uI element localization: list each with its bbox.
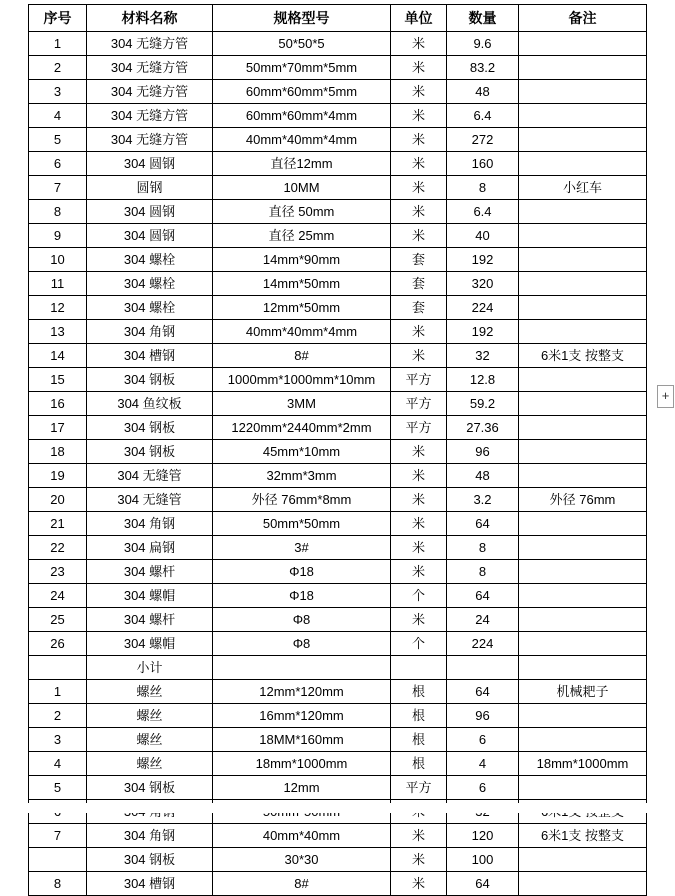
cell-material-name[interactable]: 304 扁钢	[87, 536, 213, 560]
cell-material-name[interactable]: 304 螺栓	[87, 296, 213, 320]
column-header-unit: 单位	[391, 5, 447, 32]
cell-unit[interactable]: 根	[391, 752, 447, 776]
cell-unit[interactable]: 平方	[391, 416, 447, 440]
cell-unit[interactable]: 米	[391, 824, 447, 848]
table-header	[29, 5, 647, 32]
cell-unit[interactable]: 米	[391, 320, 447, 344]
cell-quantity[interactable]: 9.6	[447, 32, 519, 56]
cell-specification[interactable]: 12mm	[213, 776, 391, 800]
table-row[interactable]	[29, 752, 647, 776]
cell-index[interactable]: 10	[29, 248, 87, 272]
cell-material-name[interactable]: 螺丝	[87, 680, 213, 704]
cell-quantity[interactable]	[447, 656, 519, 680]
cell-quantity[interactable]: 6.4	[447, 104, 519, 128]
cell-specification[interactable]: 1220mm*2440mm*2mm	[213, 416, 391, 440]
cell-specification[interactable]: Φ8	[213, 608, 391, 632]
cell-unit[interactable]: 套	[391, 272, 447, 296]
cell-remark[interactable]	[519, 728, 647, 752]
cell-specification[interactable]: 18mm*1000mm	[213, 752, 391, 776]
cell-remark[interactable]	[519, 224, 647, 248]
cell-material-name[interactable]: 304 无缝方管	[87, 56, 213, 80]
cell-unit[interactable]: 米	[391, 104, 447, 128]
cell-index[interactable]: 7	[29, 824, 87, 848]
table-row[interactable]	[29, 512, 647, 536]
cell-specification[interactable]: 40mm*40mm	[213, 824, 391, 848]
cell-unit[interactable]: 米	[391, 152, 447, 176]
cell-remark[interactable]: 6米1支 按整支	[519, 824, 647, 848]
cell-specification[interactable]: Φ18	[213, 584, 391, 608]
cell-unit[interactable]: 米	[391, 872, 447, 896]
cell-index[interactable]: 4	[29, 752, 87, 776]
cell-quantity[interactable]: 3.2	[447, 488, 519, 512]
cell-material-name[interactable]: 304 无缝管	[87, 464, 213, 488]
cell-unit[interactable]: 米	[391, 488, 447, 512]
table-row[interactable]	[29, 728, 647, 752]
cell-remark[interactable]	[519, 272, 647, 296]
cell-remark[interactable]: 机械耙子	[519, 680, 647, 704]
cell-index[interactable]: 7	[29, 176, 87, 200]
cell-specification[interactable]: 45mm*10mm	[213, 440, 391, 464]
cell-unit[interactable]: 米	[391, 224, 447, 248]
cell-remark[interactable]	[519, 872, 647, 896]
table-row[interactable]	[29, 848, 647, 872]
table-row[interactable]	[29, 488, 647, 512]
cell-remark[interactable]	[519, 512, 647, 536]
cell-quantity[interactable]: 6.4	[447, 200, 519, 224]
cell-quantity[interactable]: 192	[447, 248, 519, 272]
cell-index[interactable]	[29, 848, 87, 872]
cell-remark[interactable]	[519, 464, 647, 488]
cell-material-name[interactable]: 304 槽钢	[87, 344, 213, 368]
table-row[interactable]	[29, 776, 647, 800]
table-row[interactable]	[29, 632, 647, 656]
cell-quantity[interactable]: 224	[447, 632, 519, 656]
cell-unit[interactable]: 米	[391, 128, 447, 152]
cell-quantity[interactable]: 272	[447, 128, 519, 152]
cell-specification[interactable]: 12mm*50mm	[213, 296, 391, 320]
cell-remark[interactable]	[519, 392, 647, 416]
cell-specification[interactable]: 10MM	[213, 176, 391, 200]
subtotal-row[interactable]	[29, 656, 647, 680]
cell-unit[interactable]: 米	[391, 560, 447, 584]
cell-material-name[interactable]: 304 钢板	[87, 368, 213, 392]
cell-quantity[interactable]: 192	[447, 320, 519, 344]
cell-index[interactable]: 13	[29, 320, 87, 344]
cell-index[interactable]: 21	[29, 512, 87, 536]
cell-specification[interactable]: 16mm*120mm	[213, 704, 391, 728]
cell-quantity[interactable]: 12.8	[447, 368, 519, 392]
cell-remark[interactable]	[519, 320, 647, 344]
cell-index[interactable]: 3	[29, 728, 87, 752]
cell-index[interactable]: 9	[29, 224, 87, 248]
cell-material-name[interactable]: 304 无缝方管	[87, 80, 213, 104]
table-row[interactable]	[29, 608, 647, 632]
cell-specification[interactable]: 3MM	[213, 392, 391, 416]
cell-index[interactable]: 1	[29, 32, 87, 56]
column-header-remark: 备注	[519, 5, 647, 32]
cell-remark[interactable]	[519, 584, 647, 608]
cell-index[interactable]: 3	[29, 80, 87, 104]
cell-unit[interactable]: 根	[391, 680, 447, 704]
cell-index[interactable]: 2	[29, 704, 87, 728]
table-row[interactable]	[29, 368, 647, 392]
cell-material-name[interactable]: 304 螺栓	[87, 248, 213, 272]
cell-material-name[interactable]: 304 鱼纹板	[87, 392, 213, 416]
cell-specification[interactable]: 18MM*160mm	[213, 728, 391, 752]
cell-index[interactable]: 24	[29, 584, 87, 608]
cell-index[interactable]: 5	[29, 128, 87, 152]
cell-quantity[interactable]: 6	[447, 776, 519, 800]
cell-material-name[interactable]: 304 螺杆	[87, 560, 213, 584]
cell-unit[interactable]: 米	[391, 56, 447, 80]
cell-unit[interactable]: 平方	[391, 776, 447, 800]
table-row[interactable]	[29, 80, 647, 104]
cell-remark[interactable]	[519, 368, 647, 392]
cell-quantity[interactable]: 96	[447, 440, 519, 464]
cell-quantity[interactable]: 64	[447, 872, 519, 896]
column-header-index: 序号	[29, 5, 87, 32]
cell-unit[interactable]: 米	[391, 608, 447, 632]
cell-material-name[interactable]: 圆钢	[87, 176, 213, 200]
table-row[interactable]	[29, 536, 647, 560]
cell-material-name[interactable]: 304 无缝方管	[87, 32, 213, 56]
cell-quantity[interactable]: 120	[447, 824, 519, 848]
cell-quantity[interactable]: 96	[447, 704, 519, 728]
cell-remark[interactable]	[519, 632, 647, 656]
cell-specification[interactable]: 8#	[213, 872, 391, 896]
cell-index[interactable]: 1	[29, 680, 87, 704]
cell-unit[interactable]	[391, 656, 447, 680]
cell-unit[interactable]: 米	[391, 512, 447, 536]
table-header-row	[29, 5, 647, 32]
cell-specification[interactable]	[213, 656, 391, 680]
column-header-specification: 规格型号	[213, 5, 391, 32]
cell-remark[interactable]	[519, 32, 647, 56]
cell-material-name[interactable]: 304 螺帽	[87, 632, 213, 656]
cell-index[interactable]: 18	[29, 440, 87, 464]
table-row[interactable]	[29, 344, 647, 368]
cell-material-name[interactable]: 304 无缝方管	[87, 128, 213, 152]
cell-material-name[interactable]: 304 钢板	[87, 440, 213, 464]
table-row[interactable]	[29, 32, 647, 56]
cell-material-name[interactable]: 304 圆钢	[87, 152, 213, 176]
cell-index[interactable]: 8	[29, 872, 87, 896]
material-table	[28, 4, 647, 896]
cell-unit[interactable]: 个	[391, 632, 447, 656]
cell-index[interactable]: 23	[29, 560, 87, 584]
cell-material-name[interactable]: 304 钢板	[87, 776, 213, 800]
page-bottom-edge	[0, 803, 675, 813]
table-row[interactable]	[29, 416, 647, 440]
cell-remark[interactable]	[519, 56, 647, 80]
cell-index[interactable]: 19	[29, 464, 87, 488]
table-row[interactable]	[29, 704, 647, 728]
cell-specification[interactable]: 直径12mm	[213, 152, 391, 176]
cell-index[interactable]: 4	[29, 104, 87, 128]
cell-index[interactable]: 6	[29, 152, 87, 176]
cell-quantity[interactable]: 8	[447, 176, 519, 200]
cell-material-name[interactable]: 304 圆钢	[87, 224, 213, 248]
cell-specification[interactable]: 14mm*90mm	[213, 248, 391, 272]
cell-quantity[interactable]: 32	[447, 344, 519, 368]
table-row[interactable]	[29, 104, 647, 128]
cell-material-name[interactable]: 螺丝	[87, 704, 213, 728]
cell-specification[interactable]: 50mm*70mm*5mm	[213, 56, 391, 80]
cell-specification[interactable]: 50mm*50mm	[213, 512, 391, 536]
column-header-material-name: 材料名称	[87, 5, 213, 32]
table-row[interactable]	[29, 56, 647, 80]
cell-specification[interactable]: Φ8	[213, 632, 391, 656]
cell-remark[interactable]	[519, 560, 647, 584]
cell-remark[interactable]	[519, 104, 647, 128]
cell-index[interactable]: 26	[29, 632, 87, 656]
cell-specification[interactable]: 50*50*5	[213, 32, 391, 56]
cell-quantity[interactable]: 6	[447, 728, 519, 752]
cell-material-name[interactable]: 304 角钢	[87, 320, 213, 344]
cell-remark[interactable]	[519, 776, 647, 800]
cell-unit[interactable]: 米	[391, 464, 447, 488]
cell-quantity[interactable]: 83.2	[447, 56, 519, 80]
cell-unit[interactable]: 套	[391, 248, 447, 272]
cell-unit[interactable]: 个	[391, 584, 447, 608]
table-row[interactable]	[29, 200, 647, 224]
cell-remark[interactable]	[519, 128, 647, 152]
cell-quantity[interactable]: 64	[447, 512, 519, 536]
cell-material-name[interactable]: 304 角钢	[87, 824, 213, 848]
cell-remark[interactable]	[519, 608, 647, 632]
cell-quantity[interactable]: 48	[447, 80, 519, 104]
cell-index[interactable]: 25	[29, 608, 87, 632]
table-row[interactable]	[29, 224, 647, 248]
cell-remark[interactable]	[519, 656, 647, 680]
cell-unit[interactable]: 米	[391, 440, 447, 464]
cell-index[interactable]: 2	[29, 56, 87, 80]
cell-remark[interactable]	[519, 80, 647, 104]
cell-remark[interactable]: 6米1支 按整支	[519, 344, 647, 368]
table-row[interactable]	[29, 272, 647, 296]
cell-remark[interactable]: 外径 76mm	[519, 488, 647, 512]
cell-quantity[interactable]: 320	[447, 272, 519, 296]
cell-quantity[interactable]: 24	[447, 608, 519, 632]
cell-quantity[interactable]: 64	[447, 680, 519, 704]
cell-material-name[interactable]: 304 钢板	[87, 416, 213, 440]
cell-remark[interactable]	[519, 152, 647, 176]
table-row[interactable]	[29, 392, 647, 416]
cell-quantity[interactable]: 48	[447, 464, 519, 488]
cell-unit[interactable]: 米	[391, 536, 447, 560]
table-row[interactable]	[29, 872, 647, 896]
cell-index[interactable]: 8	[29, 200, 87, 224]
cell-unit[interactable]: 套	[391, 296, 447, 320]
cell-quantity[interactable]: 59.2	[447, 392, 519, 416]
table-row[interactable]	[29, 584, 647, 608]
cell-specification[interactable]: 30*30	[213, 848, 391, 872]
cell-material-name[interactable]: 304 螺帽	[87, 584, 213, 608]
cell-index[interactable]: 17	[29, 416, 87, 440]
cell-material-name[interactable]: 304 槽钢	[87, 872, 213, 896]
table-row[interactable]	[29, 152, 647, 176]
cell-remark[interactable]: 18mm*1000mm	[519, 752, 647, 776]
cell-subtotal-label[interactable]: 小计	[87, 656, 213, 680]
cell-index[interactable]: 12	[29, 296, 87, 320]
cell-index[interactable]: 14	[29, 344, 87, 368]
cell-material-name[interactable]: 螺丝	[87, 752, 213, 776]
cell-specification[interactable]: 60mm*60mm*4mm	[213, 104, 391, 128]
cell-index[interactable]: 11	[29, 272, 87, 296]
cell-material-name[interactable]: 304 钢板	[87, 848, 213, 872]
table-row[interactable]	[29, 320, 647, 344]
cell-material-name[interactable]: 螺丝	[87, 728, 213, 752]
cell-unit[interactable]: 平方	[391, 392, 447, 416]
table-row[interactable]	[29, 176, 647, 200]
cell-quantity[interactable]: 4	[447, 752, 519, 776]
expand-plus-button[interactable]: +	[657, 385, 674, 408]
cell-material-name[interactable]: 304 角钢	[87, 512, 213, 536]
cell-material-name[interactable]: 304 圆钢	[87, 200, 213, 224]
cell-specification[interactable]: 外径 76mm*8mm	[213, 488, 391, 512]
cell-index[interactable]: 5	[29, 776, 87, 800]
cell-remark[interactable]	[519, 416, 647, 440]
cell-unit[interactable]: 根	[391, 728, 447, 752]
cell-remark[interactable]	[519, 536, 647, 560]
table-row[interactable]	[29, 560, 647, 584]
cell-material-name[interactable]: 304 无缝方管	[87, 104, 213, 128]
table-row[interactable]	[29, 248, 647, 272]
cell-remark[interactable]	[519, 200, 647, 224]
cell-unit[interactable]: 平方	[391, 368, 447, 392]
cell-quantity[interactable]: 8	[447, 536, 519, 560]
cell-specification[interactable]: 8#	[213, 344, 391, 368]
cell-specification[interactable]: 1000mm*1000mm*10mm	[213, 368, 391, 392]
cell-quantity[interactable]: 27.36	[447, 416, 519, 440]
cell-material-name[interactable]: 304 无缝管	[87, 488, 213, 512]
cell-index[interactable]: 20	[29, 488, 87, 512]
table-row[interactable]	[29, 464, 647, 488]
cell-specification[interactable]: 14mm*50mm	[213, 272, 391, 296]
cell-remark[interactable]	[519, 848, 647, 872]
cell-remark[interactable]	[519, 296, 647, 320]
table-row[interactable]	[29, 824, 647, 848]
cell-specification[interactable]: Φ18	[213, 560, 391, 584]
cell-remark[interactable]: 小红车	[519, 176, 647, 200]
cell-unit[interactable]: 米	[391, 200, 447, 224]
cell-index[interactable]: 15	[29, 368, 87, 392]
cell-specification[interactable]: 直径 50mm	[213, 200, 391, 224]
table-row[interactable]	[29, 440, 647, 464]
cell-index[interactable]: 22	[29, 536, 87, 560]
cell-remark[interactable]	[519, 440, 647, 464]
cell-unit[interactable]: 米	[391, 848, 447, 872]
cell-quantity[interactable]: 8	[447, 560, 519, 584]
table-row[interactable]	[29, 680, 647, 704]
cell-specification[interactable]: 40mm*40mm*4mm	[213, 128, 391, 152]
cell-specification[interactable]: 12mm*120mm	[213, 680, 391, 704]
cell-remark[interactable]	[519, 704, 647, 728]
cell-unit[interactable]: 米	[391, 80, 447, 104]
cell-unit[interactable]: 米	[391, 344, 447, 368]
column-header-quantity: 数量	[447, 5, 519, 32]
cell-index[interactable]	[29, 656, 87, 680]
table-row[interactable]	[29, 296, 647, 320]
cell-specification[interactable]: 40mm*40mm*4mm	[213, 320, 391, 344]
cell-unit[interactable]: 米	[391, 176, 447, 200]
cell-quantity[interactable]: 40	[447, 224, 519, 248]
cell-unit[interactable]: 根	[391, 704, 447, 728]
cell-quantity[interactable]: 224	[447, 296, 519, 320]
cell-specification[interactable]: 60mm*60mm*5mm	[213, 80, 391, 104]
cell-quantity[interactable]: 64	[447, 584, 519, 608]
table-row[interactable]	[29, 128, 647, 152]
cell-specification[interactable]: 直径 25mm	[213, 224, 391, 248]
cell-index[interactable]: 16	[29, 392, 87, 416]
cell-specification[interactable]: 32mm*3mm	[213, 464, 391, 488]
cell-specification[interactable]: 3#	[213, 536, 391, 560]
table-body	[29, 32, 647, 896]
cell-unit[interactable]: 米	[391, 32, 447, 56]
cell-quantity[interactable]: 160	[447, 152, 519, 176]
cell-material-name[interactable]: 304 螺杆	[87, 608, 213, 632]
cell-remark[interactable]	[519, 248, 647, 272]
cell-quantity[interactable]: 100	[447, 848, 519, 872]
cell-material-name[interactable]: 304 螺栓	[87, 272, 213, 296]
